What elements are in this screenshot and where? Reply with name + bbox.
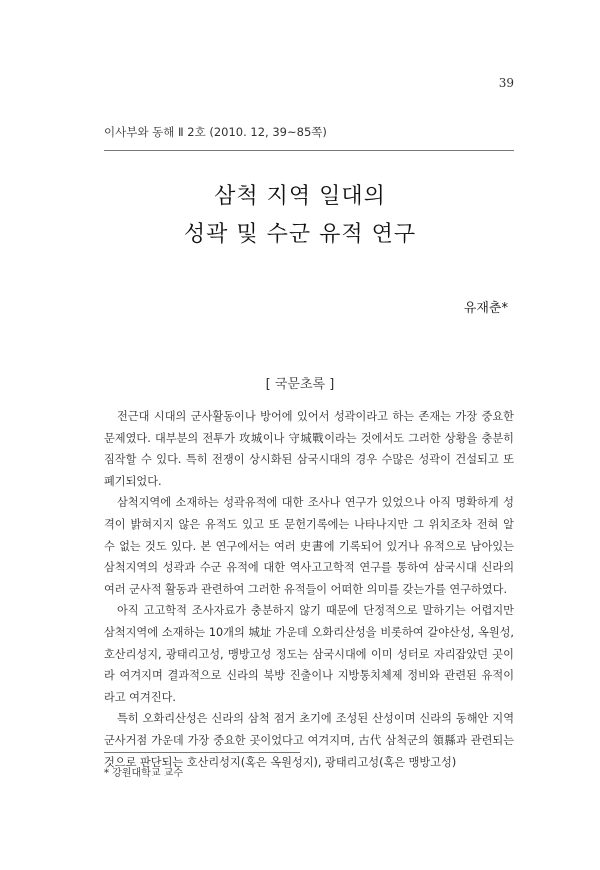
abstract-heading: [ 국문초록 ] [265,377,335,392]
author-name: 유재춘* [463,301,508,316]
paper-title-line-1: 삼척 지역 일대의 [214,184,386,209]
journal-header: 이사부와 동해 Ⅱ 2호 (2010. 12, 39~85쪽) [104,124,514,151]
abstract-paragraph: 아직 고고학적 조사자료가 충분하지 않기 때문에 단정적으로 말하기는 어렵지만 삼척지역에 소재하는 10개의 城址 가운데 오화리산성을 비롯하여 갈야산성, 옥원성, 호산리성지, 광태리고성, 맹방고성 정도는 삼국시대에 이미 성터로 자리잡았던 곳이라 여겨지며 결과적으로 신라의 북방 진출이나 지방통치체제 정비와 관련된 유적이라고 여겨진다. [104,604,514,704]
page-number: 39 [498,76,514,90]
footnote: * 강원대학교 교수 [104,768,183,779]
abstract-paragraph: 특히 오화리산성은 신라의 삼척 점거 초기에 조성된 산성이며 신라의 동해안 지역 군사거점 가운데 가장 중요한 곳이었다고 여겨지며, 古代 삼척군의 領縣과 관련되는 것으로 판단되는 호산리성지(혹은 옥원성지), 광태리고성(혹은 맹방고성) [104,712,514,769]
paper-title [100,178,500,254]
footnote-divider [104,752,300,753]
abstract-body [104,406,514,773]
paper-title-line-2: 성곽 및 수군 유적 연구 [183,222,417,247]
abstract-paragraph: 전근대 시대의 군사활동이나 방어에 있어서 성곽이라고 하는 존재는 가장 중요한 문제였다. 대부분의 전투가 攻城이나 守城戰이라는 것에서도 그러한 상황을 충분히 짐작할 수 있다. 특히 전쟁이 상시화된 삼국시대의 경우 수많은 성곽이 건설되고 또 폐기되었다. [104,410,514,488]
abstract-paragraph: 삼척지역에 소재하는 성곽유적에 대한 조사나 연구가 있었으나 아직 명확하게 성격이 밝혀지지 않은 유적도 있고 또 문헌기록에는 나타나지만 그 위치조차 전혀 알 수 없는 것도 있다. 본 연구에서는 여러 史書에 기록되어 있거나 유적으로 남아있는 삼척지역의 성곽과 수군 유적에 대한 역사고고학적 연구를 통하여 삼국시대 신라의 여러 군사적 활동과 관련하여 그러한 유적들이 어떠한 의미를 갖는가를 연구하였다. [104,496,514,596]
